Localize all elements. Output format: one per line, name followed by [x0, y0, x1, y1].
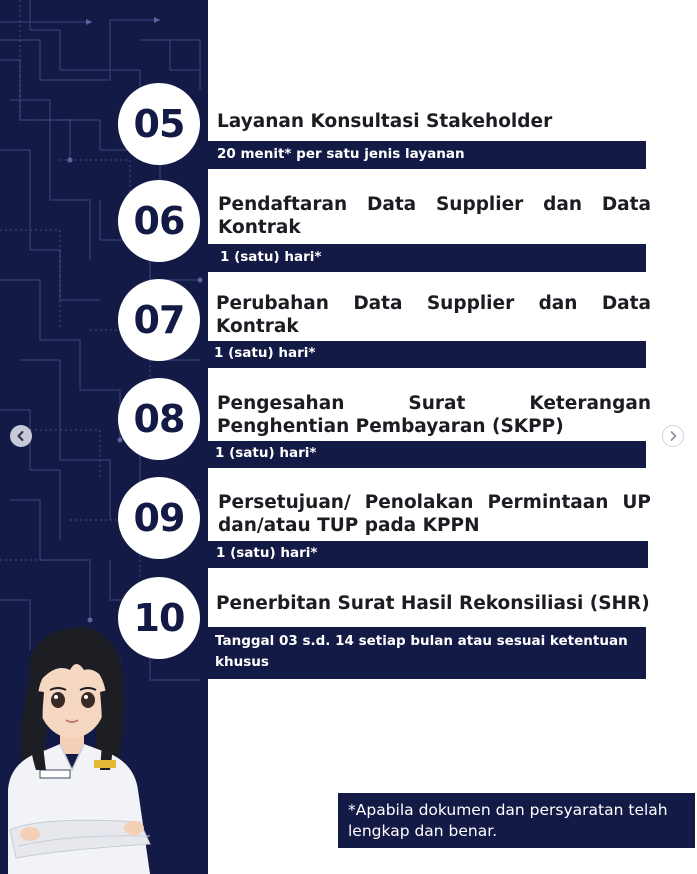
- step-duration-bar: 20 menit* per satu jenis layanan: [208, 141, 646, 169]
- name-badge: [94, 760, 116, 768]
- chevron-right-icon: [667, 430, 679, 442]
- step-number-circle: 10: [118, 577, 200, 659]
- step-duration-bar: 1 (satu) hari*: [208, 244, 646, 272]
- step-number-circle: 05: [118, 83, 200, 165]
- step-number-circle: 07: [118, 279, 200, 361]
- step-duration-bar: 1 (satu) hari*: [208, 541, 648, 568]
- step-title: Layanan Konsultasi Stakeholder: [217, 111, 553, 132]
- step-number-circle: 06: [118, 180, 200, 262]
- step-title: Perubahan Data Supplier dan Data Kontrak: [216, 293, 651, 337]
- step-title: Pendaftaran Data Supplier dan Data Kontrak: [218, 194, 651, 238]
- step-duration-bar: 1 (satu) hari*: [208, 441, 646, 468]
- step-number-circle: 09: [118, 477, 200, 559]
- step-title: Penerbitan Surat Hasil Rekonsiliasi (SHR): [216, 593, 650, 614]
- character-illustration: [0, 620, 208, 874]
- previous-slide-button[interactable]: [10, 425, 32, 447]
- step-duration-bar: Tanggal 03 s.d. 14 setiap bulan atau sesuai ketentuan khusus: [208, 627, 646, 679]
- step-number-circle: 08: [118, 378, 200, 460]
- next-slide-button[interactable]: [662, 425, 684, 447]
- step-title: Persetujuan/ Penolakan Permintaan UP dan/atau TUP pada KPPN: [218, 492, 651, 536]
- shirt-label-patch: [40, 770, 70, 778]
- footnote-box: *Apabila dokumen dan persyaratan telah lengkap dan benar.: [338, 793, 695, 848]
- chevron-left-icon: [15, 430, 27, 442]
- step-duration-bar: 1 (satu) hari*: [208, 341, 646, 368]
- step-title: Pengesahan Surat Keterangan Penghentian Pembayaran (SKPP): [217, 393, 651, 437]
